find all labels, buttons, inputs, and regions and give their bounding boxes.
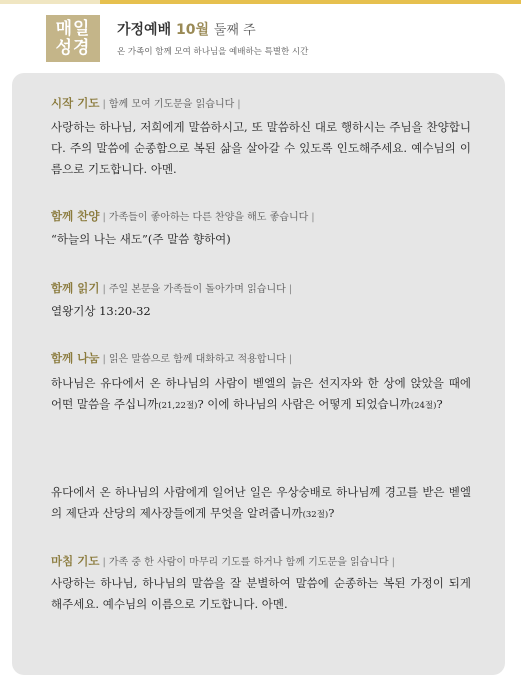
- section-sharing-header: [51, 350, 295, 366]
- divider-bar: |: [102, 557, 106, 568]
- divider-bar-end: |: [288, 354, 293, 365]
- sharing-question-2: [51, 482, 471, 526]
- q2-text-a: 유다에서 온 하나님의 사람에게 일어난 일은 우상숭배로 하나님께 경고를 받은 벧엘의 제단과 산당의 제사장들에게 무엇을 알려줍니까: [51, 485, 471, 520]
- title-month: 10월: [175, 22, 209, 38]
- q2-text-b: ?: [328, 506, 335, 520]
- section-praise-desc: 가족들이 좋아하는 다른 찬양을 해도 좋습니다: [108, 212, 309, 223]
- divider-bar-end: |: [237, 99, 241, 110]
- divider-bar-end: |: [391, 557, 395, 568]
- page-subtitle: 온 가족이 함께 모여 하나님을 예배하는 특별한 시간: [117, 47, 309, 57]
- section-sharing-label: 함께 나눔: [51, 351, 100, 365]
- q1-text-a: 하나님은 유다에서 온 하나님의 사람이 벧엘의 늙은 선지자와 한 상에 앉았을 때에 어떤 말씀을 주십니까: [51, 376, 471, 411]
- divider-bar: |: [102, 284, 106, 295]
- logo-line-1: 매일: [55, 18, 91, 39]
- section-closing-desc: 가족 중 한 사람이 마무리 기도를 하거나 함께 기도문을 읽습니다: [108, 557, 389, 568]
- q1-text-b: ? 이에 하나님의 사람은 어떻게 되었습니까: [197, 397, 411, 411]
- divider-bar: |: [102, 212, 106, 223]
- section-reading-label: 함께 읽기: [51, 281, 100, 295]
- section-closing-header: [51, 553, 398, 569]
- section-praise-text: “하늘의 나는 새도”(주 말씀 향하여): [51, 232, 231, 246]
- q1-text-c: ?: [436, 397, 443, 411]
- section-reading-text: 열왕기상 13:20-32: [51, 304, 151, 318]
- section-opening-header: [51, 95, 244, 111]
- q1-verse-ref: (21,22절): [158, 401, 198, 411]
- sharing-question-1: [51, 373, 471, 417]
- divider-bar-end: |: [311, 212, 315, 223]
- section-praise-header: [51, 208, 318, 224]
- section-closing-label: 마침 기도: [51, 554, 100, 568]
- q1-verse-ref-2: (24절): [410, 401, 437, 411]
- section-reading-header: [51, 280, 295, 296]
- daily-bible-logo: [46, 15, 100, 62]
- page-title: [117, 19, 256, 39]
- section-opening-desc: 함께 모여 기도문을 읽습니다: [108, 99, 235, 110]
- top-accent-stripe: [100, 0, 521, 4]
- divider-bar: |: [102, 354, 106, 365]
- section-closing-text: 사랑하는 하나님, 하나님의 말씀을 잘 분별하여 말씀에 순종하는 복된 가정이 되게 해주세요. 예수님의 이름으로 기도합니다. 아멘.: [51, 576, 471, 611]
- section-opening-label: 시작 기도: [51, 96, 100, 110]
- title-week: 둘째 주: [213, 23, 256, 38]
- logo-line-2: 성경: [55, 37, 91, 58]
- divider-bar: |: [102, 99, 106, 110]
- title-text: 가정예배: [117, 22, 172, 38]
- divider-bar-end: |: [288, 284, 293, 295]
- section-sharing-desc: 읽은 말씀으로 함께 대화하고 적용합니다: [108, 354, 286, 365]
- section-opening-text: 사랑하는 하나님, 저희에게 말씀하시고, 또 말씀하신 대로 행하시는 주님을 찬양합니다. 주의 말씀에 순종함으로 복된 삶을 살아갈 수 있도록 인도해주세요. 예수님의 이름으로 기도합니다. 아멘.: [51, 120, 471, 176]
- section-praise-label: 함께 찬양: [51, 209, 100, 223]
- section-reading-desc: 주일 본문을 가족들이 돌아가며 읽습니다: [108, 284, 286, 295]
- q2-verse-ref: (32절): [302, 510, 329, 520]
- top-accent-bar: [0, 0, 521, 4]
